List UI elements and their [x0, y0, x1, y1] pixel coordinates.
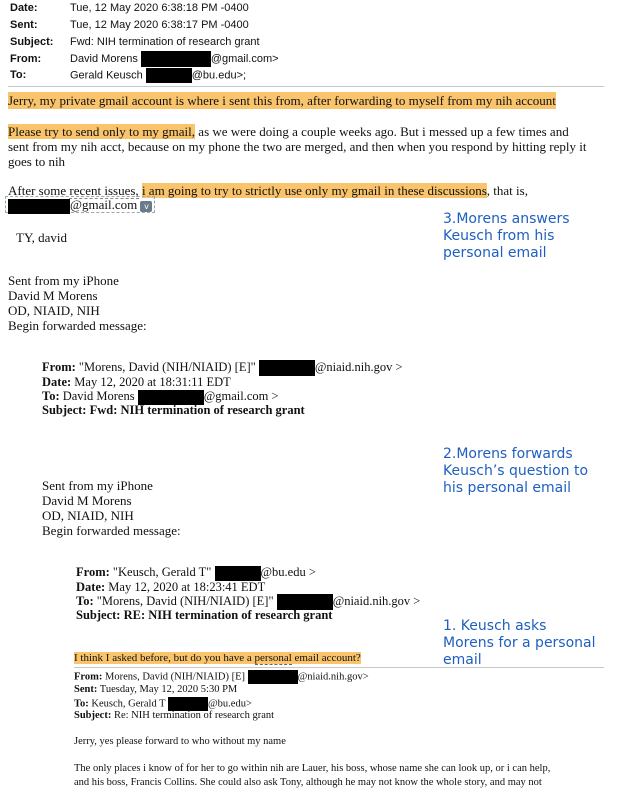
fw1-subject-row [42, 403, 305, 418]
fw3-body-line-3: and his boss, Francis Collins. She could also ask Tony, although he may not know the whole story, and may not [74, 777, 542, 788]
fw1-from-domain: @niaid.nih.gov > [314, 360, 403, 374]
signature-line-1: Sent from my iPhone [8, 273, 119, 288]
message-para-2-line-2: sent from my nih acct, because on my phone the two are merged, and then when you respond by hitting reply it [8, 139, 587, 154]
keusch-question-a: I think I asked before, but do you have a [74, 652, 255, 664]
fw3-from-row [74, 670, 369, 684]
fw2-from-label: From: [76, 565, 110, 579]
message-email-line [5, 197, 155, 214]
annotation-2 [443, 446, 588, 497]
fw2-date-row [76, 580, 265, 595]
highlight-keusch-question [74, 652, 361, 664]
fw3-sent-row [74, 684, 237, 695]
redaction-box [259, 360, 315, 376]
fw3-to-domain: @bu.edu> [208, 698, 252, 710]
fw2-subject-value: RE: NIH termination of research grant [123, 608, 333, 622]
annotation-1-line-1: 1. Keusch asks [443, 618, 547, 634]
fw2-date-label: Date: [76, 580, 106, 594]
fw3-body-line-2: The only places i know of for her to go within nih are Lauer, his boss, whose name she can look up, or i can help, [74, 763, 551, 774]
fw1-to-domain: @gmail.com > [203, 389, 279, 403]
header-divider [8, 86, 604, 87]
header-from-domain: @gmail.com> [210, 52, 279, 65]
keusch-question [74, 652, 361, 664]
message-para-3-end: , that is, [486, 183, 528, 198]
redaction-box [215, 566, 261, 581]
keusch-question-c: email account? [291, 652, 361, 664]
fw3-body-line-1: Jerry, yes please forward to who without my name [74, 736, 286, 747]
highlight-strict-gmail: i am going to try to strictly use only my gmail in these discussions [141, 183, 487, 198]
fw2-subject-label: Subject: [76, 608, 121, 622]
fw3-from-label: From: [74, 671, 103, 683]
signature-line-4: Begin forwarded message: [8, 318, 147, 333]
redaction-box [141, 51, 211, 67]
header-sent-value: Tue, 12 May 2020 6:38:17 PM -0400 [70, 19, 249, 31]
header-to-label: To: [10, 69, 27, 82]
sig-b-line-4: Begin forwarded message: [42, 523, 181, 538]
fw1-date-row [42, 375, 231, 390]
fw1-to-label: To: [42, 389, 60, 403]
annotation-1-line-3: email [443, 652, 482, 668]
annotation-2-line-2: Keusch’s question to [443, 463, 589, 479]
chevron-down-icon[interactable]: v [140, 201, 152, 212]
redaction-box [146, 68, 192, 83]
fw2-to-domain: @niaid.nih.gov > [332, 594, 421, 608]
fw3-sent-value: Tuesday, May 12, 2020 5:30 PM [99, 684, 238, 695]
fw1-subject-value: Fwd: NIH termination of research grant [89, 403, 305, 417]
highlight-line-1: Jerry, my private gmail account is where i sent this from, after forwarding to myself from my nih account [8, 93, 556, 108]
header-from-label: From: [10, 52, 42, 65]
annotation-1-line-2: Morens for a personal [443, 635, 596, 651]
message-para-2 [8, 124, 569, 140]
fw3-subject-value: Re: NIH termination of research grant [113, 710, 275, 721]
message-para-2-line-3: goes to nih [8, 154, 66, 169]
redaction-box [248, 670, 298, 684]
annotation-1 [443, 618, 596, 669]
annotation-2-line-1: 2.Morens forwards [443, 446, 573, 462]
message-signoff: TY, david [16, 230, 68, 245]
annotation-3 [443, 211, 570, 262]
signature-line-3: OD, NIAID, NIH [8, 303, 100, 318]
fw1-from-row [42, 360, 403, 376]
email-chip[interactable] [5, 196, 155, 213]
fw3-to-label: To: [74, 698, 89, 710]
annotation-3-line-2: Keusch from his [443, 228, 555, 244]
header-date-label: Date: [10, 2, 38, 14]
sig-b-line-3: OD, NIAID, NIH [42, 508, 134, 523]
fw1-to-value: David Morens [62, 389, 135, 403]
keusch-question-personal: personal [254, 652, 292, 664]
highlight-send-gmail: Please try to send only to my gmail, [8, 124, 196, 139]
fw1-date-label: Date: [42, 375, 72, 389]
fw2-subject-row [76, 608, 332, 623]
message-para-2-rest: as we were doing a couple weeks ago. But i messed up a few times and [195, 124, 569, 139]
header-subject-value: Fwd: NIH termination of research grant [70, 36, 260, 48]
fw2-from-value: "Keusch, Gerald T" [112, 565, 212, 579]
sig-b-line-1: Sent from my iPhone [42, 478, 153, 493]
fw2-to-label: To: [76, 594, 94, 608]
header-date-value: Tue, 12 May 2020 6:38:18 PM -0400 [70, 2, 249, 14]
redaction-box [8, 199, 70, 214]
header-sent-label: Sent: [10, 19, 38, 31]
header-sent-row [10, 19, 249, 31]
annotation-3-line-1: 3.Morens answers [443, 211, 570, 227]
header-to-domain: @bu.edu>; [191, 69, 247, 82]
header-from-row [10, 51, 279, 67]
header-to-name: Gerald Keusch [70, 69, 143, 82]
fw3-from-domain: @niaid.nih.gov> [297, 671, 369, 683]
annotation-3-line-3: personal email [443, 245, 547, 261]
fw1-from-value: "Morens, David (NIH/NIAID) [E]" [78, 360, 256, 374]
message-line-1 [8, 93, 556, 109]
fw1-subject-label: Subject: [42, 403, 87, 417]
fw2-from-domain: @bu.edu > [260, 565, 316, 579]
header-subject-row [10, 36, 260, 48]
fw3-from-value: Morens, David (NIH/NIAID) [E] [105, 671, 245, 683]
fw3-to-row [74, 697, 252, 711]
fw2-to-value: "Morens, David (NIH/NIAID) [E]" [96, 594, 274, 608]
email-chip-domain: @gmail.com [70, 197, 138, 212]
fw3-subject-label: Subject: [74, 710, 112, 721]
header-from-name: David Morens [70, 52, 138, 65]
header-subject-label: Subject: [10, 36, 54, 48]
recent-issues-text: recent issues, [69, 183, 139, 198]
signature-line-2: David M Morens [8, 288, 98, 303]
fw3-sent-label: Sent: [74, 684, 98, 695]
fw3-subject-row [74, 710, 274, 721]
redaction-box [168, 697, 208, 711]
fw1-from-label: From: [42, 360, 76, 374]
annotation-2-line-3: his personal email [443, 480, 572, 496]
header-date-row [10, 2, 249, 14]
fw2-from-row [76, 565, 316, 581]
sig-b-line-2: David M Morens [42, 493, 132, 508]
fw3-to-value: Keusch, Gerald T [91, 698, 166, 710]
fw2-date-value: May 12, 2020 at 18:23:41 EDT [108, 580, 266, 594]
fw1-date-value: May 12, 2020 at 18:31:11 EDT [74, 375, 231, 389]
header-to-row [10, 68, 246, 83]
message-para-3-start: After some [8, 183, 70, 198]
